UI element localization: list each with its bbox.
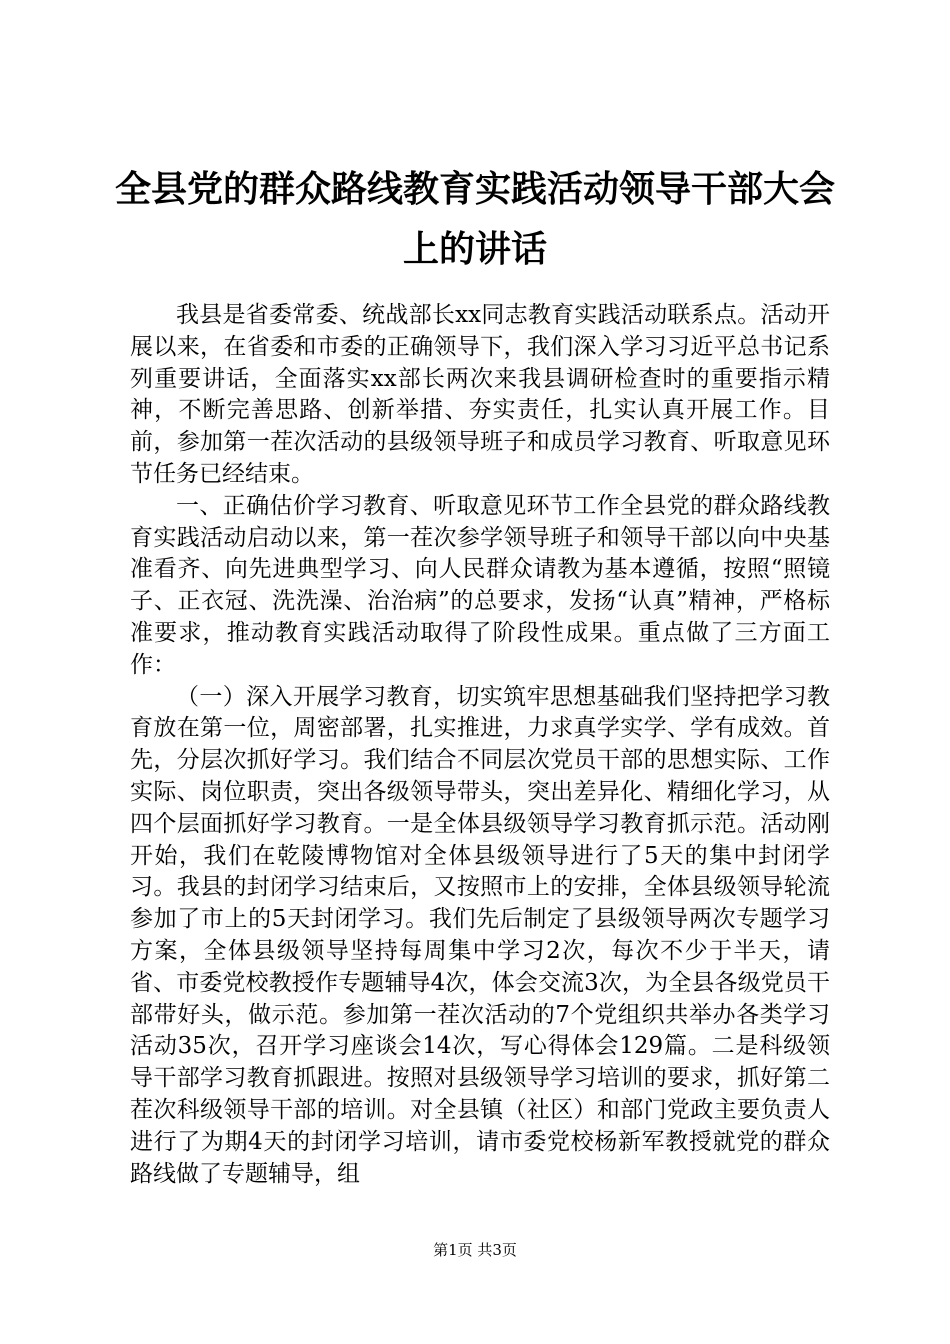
paragraph-subsection-one: （一）深入开展学习教育，切实筑牢思想基础我们坚持把学习教育放在第一位，周密部署，扎实推进，力求真学实学、学有成效。首先，分层次抓好学习。我们结合不同层次党员干部的思想实际、工作实际、岗位职责，突出各级领导带头，突出差异化、精细化学习，从四个层面抓好学习教育。一是全体县级领导学习教育抓示范。活动刚开始，我们在乾陵博物馆对全体县级领导进行了5天的集中封闭学习。我县的封闭学习结束后，又按照市上的安排，全体县级领导轮流参加了市上的5天封闭学习。我们先后制定了县级领导两次专题学习方案，全体县级领导坚持每周集中学习2次，每次不少于半天，请省、市委党校教授作专题辅导4次，体会交流3次，为全县各级党员干部带好头，做示范。参加第一茬次活动的7个党组织共举办各类学习活动35次，召开学习座谈会14次，写心得体会129篇。二是科级领导干部学习教育抓跟进。按照对县级领导学习培训的要求，抓好第二茬次科级领导干部的培训。对全县镇（社区）和部门党政主要负责人进行了为期4天的封闭学习培训，请市委党校杨新军教授就党的群众路线做了专题辅导，组 [130,683,830,1187]
page-number-footer: 第1页 共3页 [433,1241,517,1259]
paragraph-section-one: 一、正确估价学习教育、听取意见环节工作全县党的群众路线教育实践活动启动以来，第一茬次参学领导班子和领导干部以向中央基准看齐、向先进典型学习、向人民群众请教为基本遵循，按照“照镜子、正衣冠、洗洗澡、治治病”的总要求，发扬“认真”精神，严格标准要求，推动教育实践活动取得了阶段性成果。重点做了三方面工作： [130,492,830,678]
title-line-2: 上的讲话 [402,229,547,270]
paragraph-intro: 我县是省委常委、统战部长xx同志教育实践活动联系点。活动开展以来，在省委和市委的正确领导下，我们深入学习习近平总书记系列重要讲话，全面落实xx部长两次来我县调研检查时的重要指示精神，不断完善思路、创新举措、夯实责任，扎实认真开展工作。目前，参加第一茬次活动的县级领导班子和成员学习教育、听取意见环节任务已经结束。 [130,302,830,487]
document-body [130,300,830,1190]
title-line-1: 全县党的群众路线教育实践活动领导干部大会 [114,169,835,210]
document-title [100,160,850,280]
